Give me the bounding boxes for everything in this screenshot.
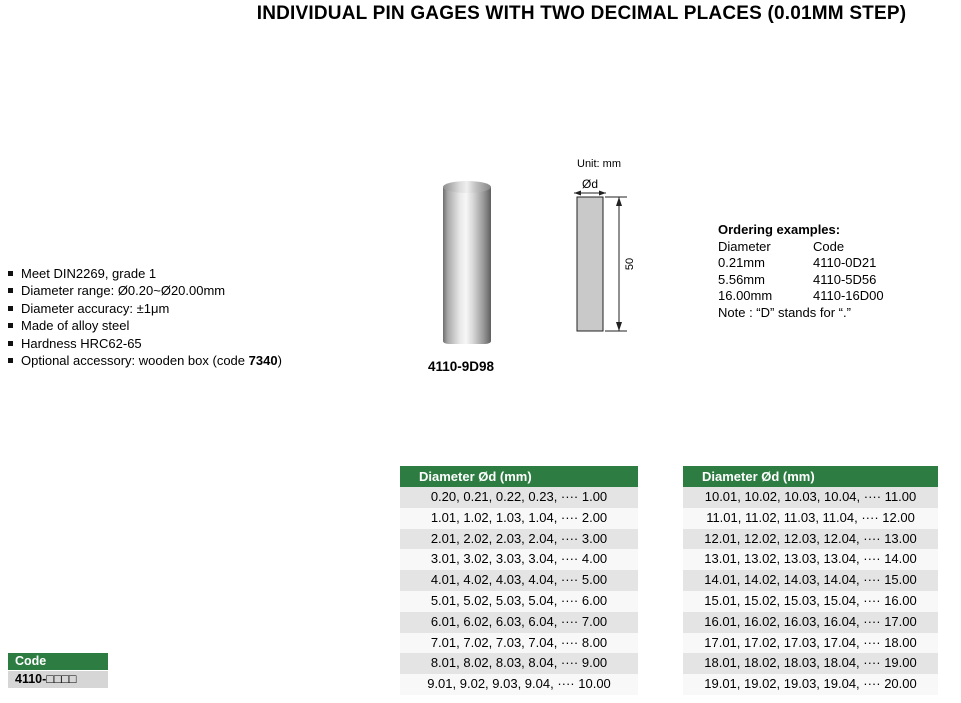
- ordering-diameter-value: 5.56mm: [718, 271, 765, 287]
- bullet-icon: [8, 271, 13, 276]
- arrow-left-icon: [574, 191, 581, 196]
- table-row: 9.01, 9.02, 9.03, 9.04, ···· 10.00: [400, 674, 638, 695]
- page-title: INDIVIDUAL PIN GAGES WITH TWO DECIMAL PLACES (0.01MM STEP): [256, 3, 907, 24]
- length-dimension-label: 50: [624, 257, 636, 271]
- table-header: Diameter Ød (mm): [683, 466, 938, 487]
- feature-item-optional-accessory: [8, 352, 282, 369]
- table-row: 11.01, 11.02, 11.03, 11.04, ···· 12.00: [683, 508, 938, 529]
- ordering-header-row: [718, 239, 884, 256]
- feature-text: Diameter range: Ø0.20~Ø20.00mm: [21, 283, 226, 299]
- feature-item: [8, 300, 282, 317]
- unit-label: Unit: mm: [577, 158, 621, 170]
- ordering-header-code: Code: [813, 238, 845, 254]
- table-row: 0.20, 0.21, 0.22, 0.23, ···· 1.00: [400, 487, 638, 508]
- bullet-icon: [8, 288, 13, 293]
- ordering-diameter-value: 16.00mm: [718, 288, 773, 303]
- table-row: 12.01, 12.02, 12.03, 12.04, ···· 13.00: [683, 529, 938, 550]
- accessory-code: 7340: [248, 353, 278, 369]
- feature-text: Optional accessory: wooden box (code: [21, 353, 249, 369]
- ordering-code-value: 4110-16D00: [813, 288, 884, 303]
- feature-text: Diameter accuracy: ±1μm: [21, 300, 170, 316]
- ordering-title: Ordering examples:: [718, 222, 841, 237]
- table-row: 15.01, 15.02, 15.03, 15.04, ···· 16.00: [683, 591, 938, 612]
- feature-item: [8, 317, 282, 334]
- table-row: 13.01, 13.02, 13.03, 13.04, ···· 14.00: [683, 549, 938, 570]
- ordering-diameter-value: 0.21mm: [718, 255, 765, 270]
- feature-text: Hardness HRC62-65: [21, 335, 142, 351]
- feature-item: [8, 282, 282, 299]
- product-model: 4110-9D98: [428, 359, 495, 374]
- diameter-symbol-label: Ød: [581, 177, 599, 191]
- table-row: 5.01, 5.02, 5.03, 5.04, ···· 6.00: [400, 591, 638, 612]
- ordering-examples: [718, 222, 884, 321]
- bullet-icon: [8, 323, 13, 328]
- table-row: 19.01, 19.02, 19.03, 19.04, ···· 20.00: [683, 674, 938, 695]
- feature-text: Made of alloy steel: [21, 318, 130, 334]
- pin-body: [443, 187, 491, 344]
- table-row: 7.01, 7.02, 7.03, 7.04, ···· 8.00: [400, 633, 638, 654]
- ordering-row: [718, 272, 884, 289]
- table-row: 6.01, 6.02, 6.03, 6.04, ···· 7.00: [400, 612, 638, 633]
- diameter-table-right: [683, 466, 938, 695]
- code-pattern: 4110-□□□□: [8, 671, 108, 688]
- table-row: 8.01, 8.02, 8.03, 8.04, ···· 9.00: [400, 653, 638, 674]
- table-row: 16.01, 16.02, 16.03, 16.04, ···· 17.00: [683, 612, 938, 633]
- arrow-up-icon: [616, 197, 622, 206]
- feature-item: [8, 335, 282, 352]
- pin-top-face: [443, 181, 491, 193]
- table-row: 1.01, 1.02, 1.03, 1.04, ···· 2.00: [400, 508, 638, 529]
- feature-text: Meet DIN2269, grade 1: [21, 266, 157, 281]
- ordering-header-diameter: Diameter: [718, 238, 771, 254]
- ordering-row: [718, 255, 884, 272]
- table-row: 3.01, 3.02, 3.03, 3.04, ···· 4.00: [400, 549, 638, 570]
- arrow-right-icon: [599, 191, 606, 196]
- table-row: 10.01, 10.02, 10.03, 10.04, ···· 11.00: [683, 487, 938, 508]
- ordering-row: [718, 288, 884, 305]
- feature-text: ): [277, 353, 282, 369]
- ordering-note: Note : “D” stands for “.”: [718, 304, 851, 320]
- bullet-icon: [8, 358, 13, 363]
- table-row: 17.01, 17.02, 17.03, 17.04, ···· 18.00: [683, 633, 938, 654]
- diameter-table-left: [400, 466, 638, 695]
- table-row: 4.01, 4.02, 4.03, 4.04, ···· 5.00: [400, 570, 638, 591]
- feature-list: [8, 265, 282, 369]
- table-row: 2.01, 2.02, 2.03, 2.04, ···· 3.00: [400, 529, 638, 550]
- table-row: 18.01, 18.02, 18.03, 18.04, ···· 19.00: [683, 653, 938, 674]
- pin-gage-photo: [443, 181, 491, 344]
- ordering-code-value: 4110-5D56: [813, 271, 877, 287]
- table-header: Diameter Ød (mm): [400, 466, 638, 487]
- bullet-icon: [8, 341, 13, 346]
- bullet-icon: [8, 306, 13, 311]
- code-legend-label: Code: [8, 653, 108, 670]
- feature-item: [8, 265, 282, 282]
- pin-outline-rect: [577, 197, 603, 331]
- arrow-down-icon: [616, 322, 622, 331]
- ordering-code-value: 4110-0D21: [813, 255, 877, 270]
- table-row: 14.01, 14.02, 14.03, 14.04, ···· 15.00: [683, 570, 938, 591]
- dimension-drawing: [565, 155, 650, 345]
